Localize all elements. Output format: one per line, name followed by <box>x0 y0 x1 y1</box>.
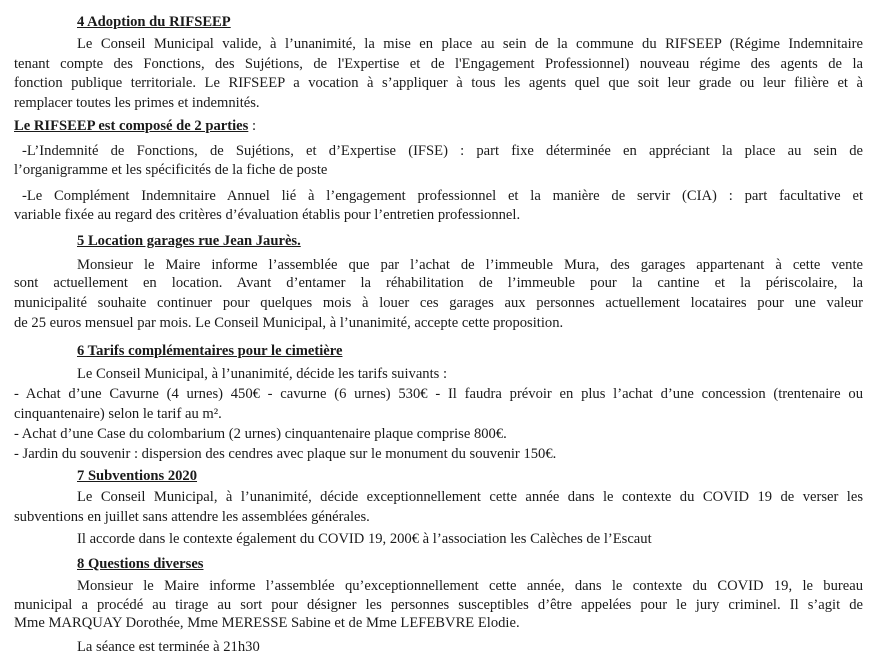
cia-line-2: variable fixée au regard des critères d’évaluation établis pour l’entretien professionnel. <box>14 207 521 223</box>
section-5-heading: 5 Location garages rue Jean Jaurès. <box>77 233 301 249</box>
s4-para-line-1: Le Conseil Municipal valide, à l’unanimité, la mise en place au sein de la commune du RIFSEEP (Régime Indemnitaire <box>77 36 863 52</box>
s8-line-3: Mme MARQUAY Dorothée, Mme MERESSE Sabine et de Mme LEFEBVRE Elodie. <box>14 615 520 631</box>
ifse-line-1: -L’Indemnité de Fonctions, de Sujétions, et d’Expertise (IFSE) : part fixe déterminée en appréciant la place au sein de <box>22 143 863 159</box>
s6-bullet-1-line-2: cinquantenaire) selon le tarif au m². <box>14 406 222 422</box>
s6-bullet-2: - Achat d’une Case du colombarium (2 urnes) cinquantenaire plaque comprise 800€. <box>14 426 507 442</box>
s4-para-line-2: tenant compte des Fonctions, des Sujétions, de l'Expertise et de l'Engagement Professionnel) nouveau régime des agents de la <box>14 56 863 72</box>
s6-bullet-3: - Jardin du souvenir : dispersion des cendres avec plaque sur le monument du souvenir 150€. <box>14 446 557 462</box>
rifseep-parts-title: Le RIFSEEP est composé de 2 parties <box>14 118 249 134</box>
s4-para-line-3: fonction publique territoriale. Le RIFSEEP a vocation à s’appliquer à tous les agents quel que soit leur grade ou leur filière et à <box>14 75 863 91</box>
s5-line-2: sont actuellement en location. Avant d’entamer la réhabilitation de l’immeuble pour la cantine et la périscolaire, la <box>14 275 863 291</box>
s6-intro: Le Conseil Municipal, à l’unanimité, décide les tarifs suivants : <box>77 366 448 382</box>
section-8-heading: 8 Questions diverses <box>77 556 204 572</box>
s6-bullet-1-line-1: - Achat d’une Cavurne (4 urnes) 450€ - cavurne (6 urnes) 530€ - Il faudra prévoir en plus l’achat d’une concession (trentenaire ou <box>14 386 863 402</box>
s4-para-line-4: remplacer toutes les primes et indemnités. <box>14 95 260 111</box>
s7-line-3: Il accorde dans le contexte également du COVID 19, 200€ à l’association les Calèches de l’Escaut <box>77 531 652 547</box>
s5-line-1: Monsieur le Maire informe l’assemblée que par l’achat de l’immeuble Mura, des garages appartenant à cette vente <box>77 257 863 273</box>
cia-line-1: -Le Complément Indemnitaire Annuel lié à l’engagement professionnel et la manière de servir (CIA) : part facultative et <box>22 188 863 204</box>
section-7-heading: 7 Subventions 2020 <box>77 468 198 484</box>
s5-line-4: de 25 euros mensuel par mois. Le Conseil Municipal, à l’unanimité, accepte cette proposition. <box>14 315 564 331</box>
rifseep-parts-heading <box>14 117 256 135</box>
section-6-heading: 6 Tarifs complémentaires pour le cimetière <box>77 343 343 359</box>
s7-line-2: subventions en juillet sans attendre les assemblées générales. <box>14 509 370 525</box>
section-4-heading: 4 Adoption du RIFSEEP <box>77 14 231 30</box>
rifseep-parts-colon: : <box>248 118 257 134</box>
ifse-line-2: l’organigramme et les spécificités de la fiche de poste <box>14 162 328 178</box>
closing-statement: La séance est terminée à 21h30 <box>77 639 260 655</box>
s8-line-2: municipal a procédé au tirage au sort pour désigner les personnes susceptibles d’être appelées pour le jury criminel. Il s’agit de <box>14 597 863 613</box>
s8-line-1: Monsieur le Maire informe l’assemblée qu’exceptionnellement cette année, dans le contexte du COVID 19, le bureau <box>77 578 863 594</box>
s5-line-3: municipalité souhaite continuer pour quelques mois à louer ces garages aux personnes actuellement locataires pour une valeur <box>14 295 863 311</box>
s7-line-1: Le Conseil Municipal, à l’unanimité, décide exceptionnellement cette année dans le contexte du COVID 19 de verser les <box>77 489 863 505</box>
